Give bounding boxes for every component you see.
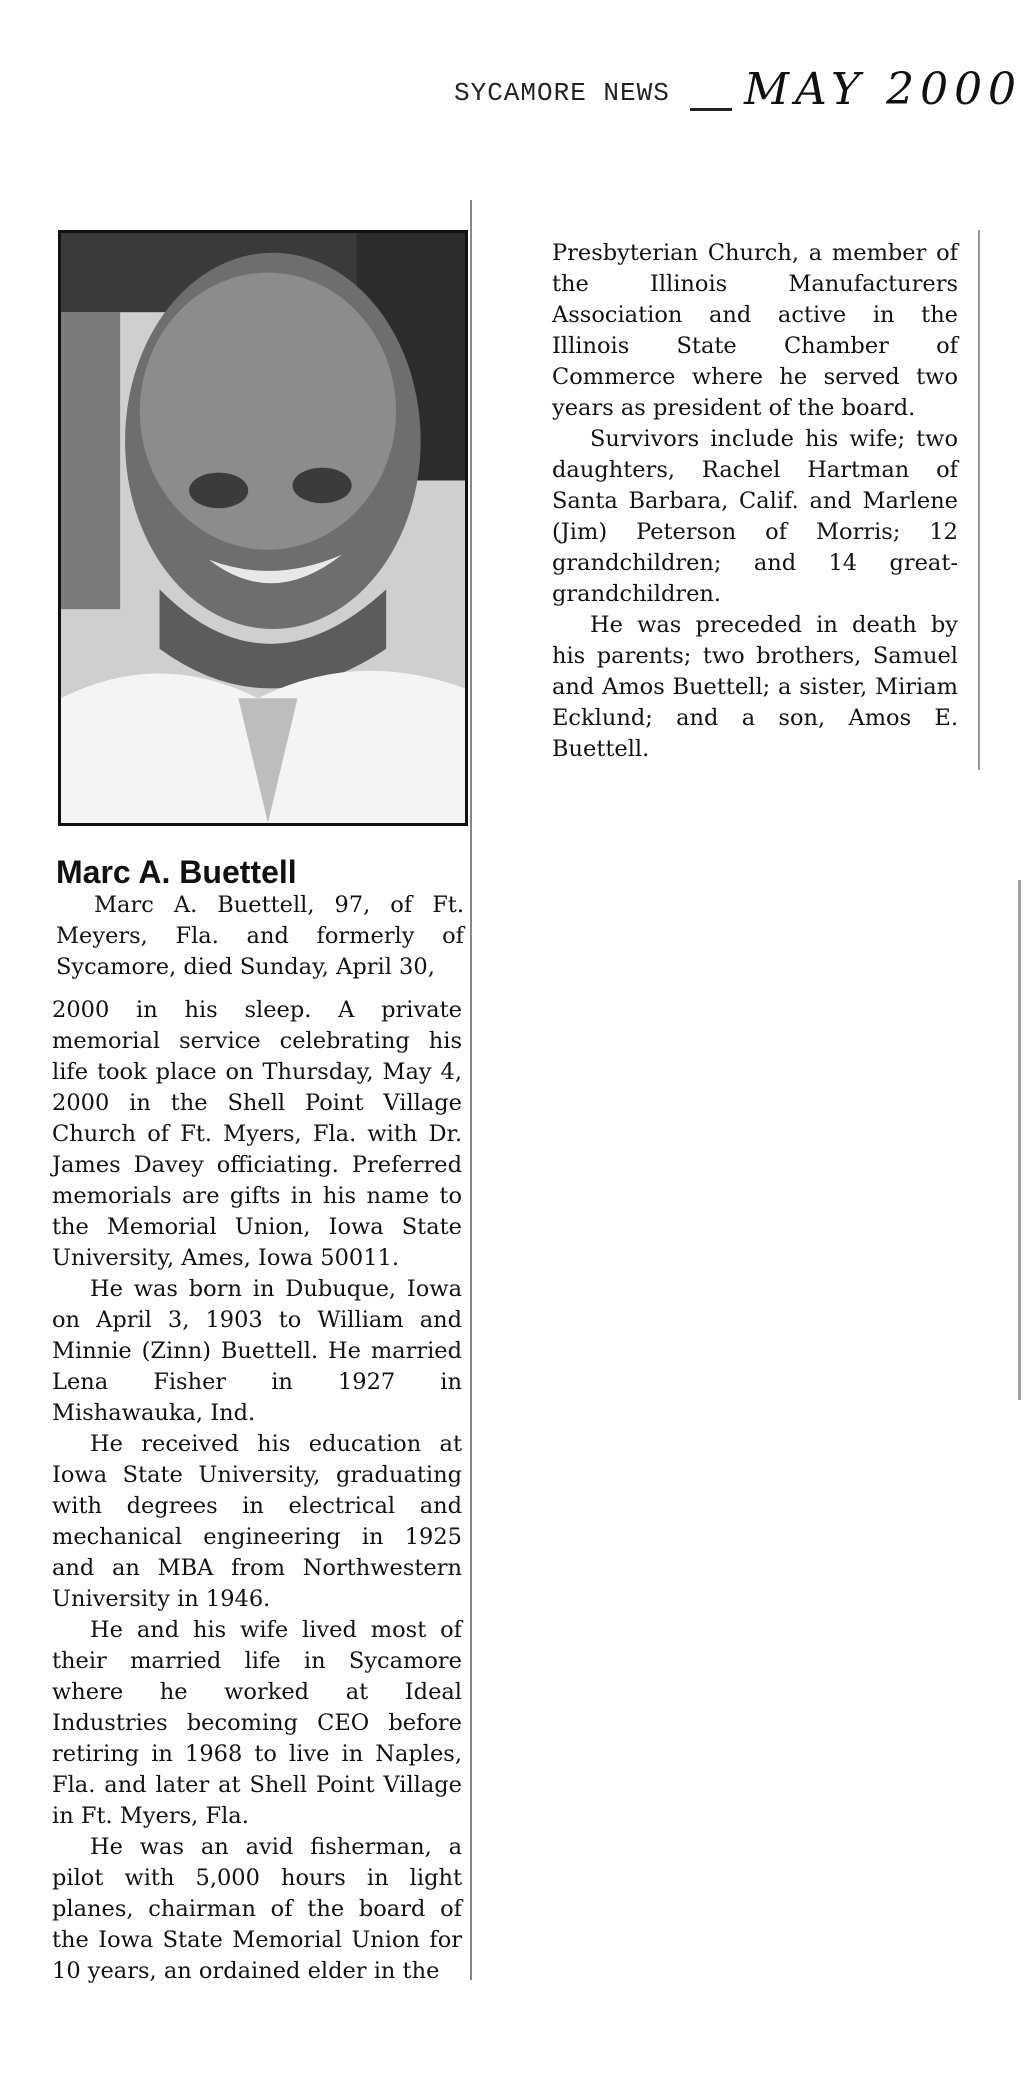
intro-paragraph: Marc A. Buettell, 97, of Ft. Meyers, Fla. and formerly of Sycamore, died Sunday, April 30, bbox=[56, 892, 464, 980]
portrait-illustration bbox=[61, 233, 465, 823]
paragraph-church: Presbyterian Church, a member of the Illinois Manufacturers Association and active in the Illinois State Chamber of Commerce where he served two years as president of the board. bbox=[552, 240, 958, 421]
paragraph-activities: He was an avid fisherman, a pilot with 5,000 hours in light planes, chairman of the board of the Iowa State Memorial Union for 10 years, an ordained elder in the bbox=[52, 1834, 462, 1984]
masthead-publication: SYCAMORE NEWS bbox=[454, 78, 670, 108]
obituary-column-left bbox=[52, 995, 462, 1987]
clipping-edge bbox=[1018, 880, 1021, 1400]
paragraph-career: He and his wife lived most of their married life in Sycamore where he worked at Ideal Industries becoming CEO before retiring in 1968 to live in Naples, Fla. and later at Shell Point Village in Ft. Myers, Fla. bbox=[52, 1617, 462, 1829]
obituary-headline: Marc A. Buettell bbox=[56, 854, 297, 890]
paragraph-preceded: He was preceded in death by his parents; two brothers, Samuel and Amos Buettell; a sister, Miriam Ecklund; and a son, Amos E. Buettell. bbox=[552, 612, 958, 762]
paragraph-survivors: Survivors include his wife; two daughters, Rachel Hartman of Santa Barbara, Calif. and Marlene (Jim) Peterson of Morris; 12 grandchildren; and 14 great-grandchildren. bbox=[552, 426, 958, 607]
obituary-photo bbox=[58, 230, 468, 826]
handwritten-date: MAY 2000 bbox=[744, 64, 1023, 115]
paragraph-memorial: 2000 in his sleep. A private memorial service celebrating his life took place on Thursday, May 4, 2000 in the Shell Point Village Church of Ft. Myers, Fla. with Dr. James Davey officiating. Preferred memorials are gifts in his name to the Memorial Union, Iowa State University, Ames, Iowa 50011. bbox=[52, 997, 462, 1271]
paragraph-birth: He was born in Dubuque, Iowa on April 3, 1903 to William and Minnie (Zinn) Buettell. He married Lena Fisher in 1927 in Mishawauka, Ind. bbox=[52, 1276, 462, 1426]
column-rule-right bbox=[978, 230, 980, 770]
obituary-column-right bbox=[552, 238, 958, 765]
obituary-intro bbox=[56, 890, 464, 983]
handwritten-dash bbox=[690, 108, 732, 111]
column-rule-left bbox=[470, 200, 472, 1980]
paragraph-education: He received his education at Iowa State University, graduating with degrees in electrical and mechanical engineering in 1925 and an MBA from Northwestern University in 1946. bbox=[52, 1431, 462, 1612]
